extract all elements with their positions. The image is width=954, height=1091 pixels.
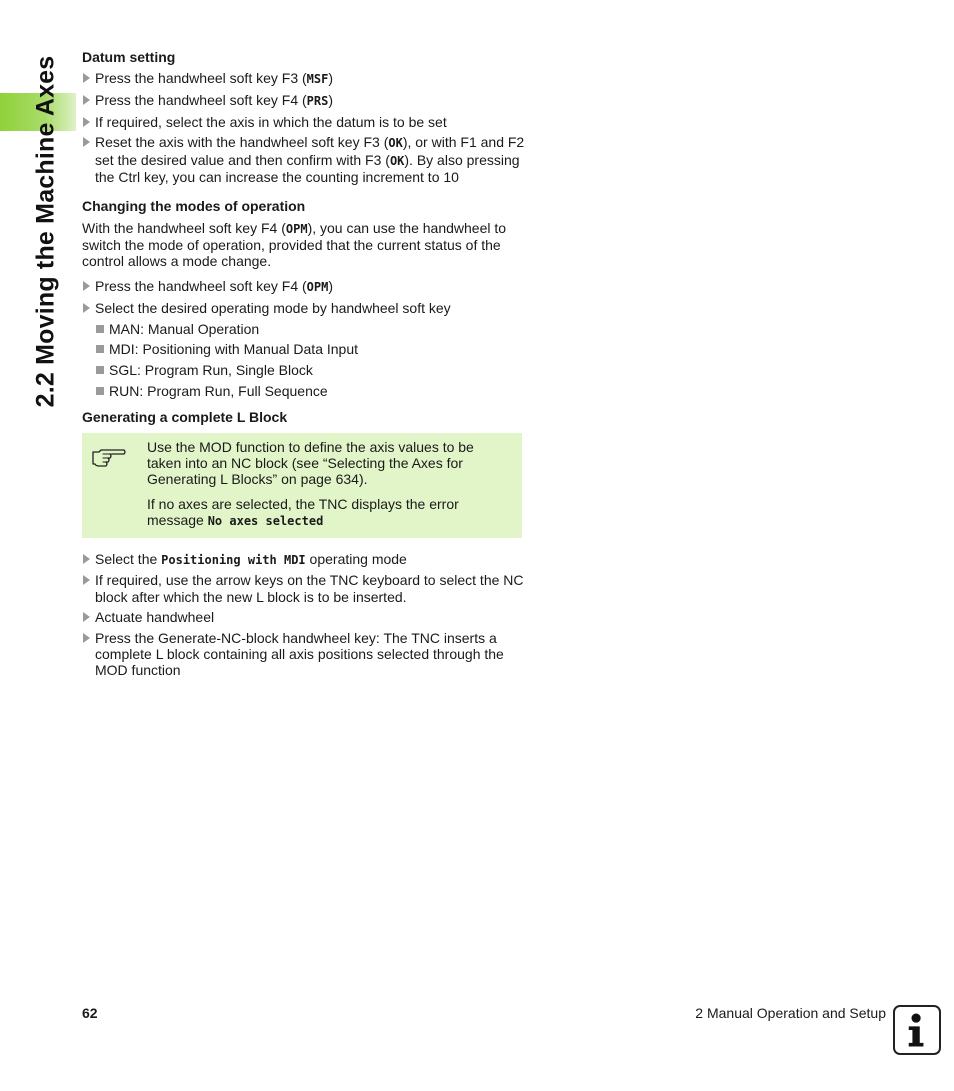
- intro-text: With the handwheel soft key F4 (: [82, 219, 286, 236]
- modes-step-1: [82, 278, 532, 295]
- step-text: operating mode: [305, 550, 407, 567]
- step-text: If required, select the axis in which the datum is to be set: [95, 113, 447, 130]
- modes-intro: [82, 220, 532, 270]
- mode-option-run: [82, 383, 532, 399]
- softkey-code: OK: [389, 153, 405, 168]
- square-bullet-icon: [96, 325, 104, 333]
- step-text: ), or with F1 and F2 set the desired value and then confirm with F3 (: [95, 134, 525, 168]
- arrow-icon: [83, 117, 90, 127]
- lblock-step-2: [82, 572, 532, 604]
- lblock-step-4: [82, 630, 532, 679]
- lblock-step-3: [82, 609, 532, 625]
- datum-step-4: [82, 134, 532, 185]
- info-icon: [893, 1005, 941, 1055]
- page-content: [82, 49, 532, 683]
- step-text: ): [328, 91, 334, 108]
- softkey-code: PRS: [306, 93, 329, 108]
- arrow-icon: [83, 554, 90, 564]
- pointing-hand-icon: [91, 443, 127, 469]
- note-box: [82, 433, 522, 538]
- step-text: ): [328, 70, 334, 87]
- mode-option-mdi: [82, 341, 532, 357]
- step-text: Reset the axis with the handwheel soft key F3 (: [95, 134, 389, 151]
- arrow-icon: [83, 73, 90, 83]
- note-text-2: [147, 496, 496, 529]
- section-title-text: 2.2 Moving the Machine Axes: [31, 55, 60, 407]
- softkey-code: OPM: [285, 221, 308, 236]
- error-message-code: No axes selected: [207, 514, 324, 529]
- step-text: ): [328, 278, 334, 295]
- step-text: Press the handwheel soft key F4 (: [95, 278, 307, 295]
- step-text: Select the: [95, 550, 162, 567]
- arrow-icon: [83, 612, 90, 622]
- info-glyph-icon: [895, 1007, 939, 1053]
- datum-step-2: [82, 92, 532, 109]
- option-text: MAN: Manual Operation: [109, 320, 260, 337]
- arrow-icon: [83, 633, 90, 643]
- mode-option-sgl: [82, 362, 532, 378]
- step-text: Select the desired operating mode by handwheel soft key: [95, 299, 451, 316]
- softkey-code: MSF: [306, 72, 329, 87]
- note-text-1: Use the MOD function to define the axis values to be taken into an NC block (see “Selecting the Axes for Generating L Blocks” on page 634).: [147, 438, 474, 488]
- note-text: If no axes are selected, the TNC displays the error message: [147, 496, 459, 529]
- square-bullet-icon: [96, 345, 104, 353]
- arrow-icon: [83, 575, 90, 585]
- chapter-title: 2 Manual Operation and Setup: [695, 1005, 886, 1021]
- square-bullet-icon: [96, 366, 104, 374]
- section-side-title: [24, 50, 68, 412]
- datum-heading: Datum setting: [82, 49, 176, 65]
- step-text: ). By also pressing the Ctrl key, you can increase the counting increment to 10: [95, 151, 520, 185]
- mode-option-man: [82, 321, 532, 337]
- step-text: Press the handwheel soft key F4 (: [95, 91, 307, 108]
- mode-code: Positioning with MDI: [161, 552, 306, 567]
- step-text: Press the Generate-NC-block handwheel key: The TNC inserts a complete L block containing all axis positions selected through the MOD function: [95, 629, 504, 679]
- arrow-icon: [83, 281, 90, 291]
- arrow-icon: [83, 95, 90, 105]
- page-number: 62: [82, 1005, 98, 1021]
- step-text: Actuate handwheel: [95, 609, 215, 626]
- arrow-icon: [83, 137, 90, 147]
- lblock-step-1: [82, 551, 532, 568]
- option-text: SGL: Program Run, Single Block: [109, 362, 313, 379]
- lblock-heading: Generating a complete L Block: [82, 409, 288, 426]
- intro-text: ), you can use the handwheel to switch the mode of operation, provided that the current status of the control allows a mode change.: [82, 219, 507, 270]
- softkey-code: OK: [388, 136, 403, 151]
- datum-step-3: [82, 114, 532, 130]
- square-bullet-icon: [96, 387, 104, 395]
- option-text: RUN: Program Run, Full Sequence: [109, 382, 328, 399]
- softkey-code: OPM: [306, 280, 329, 295]
- datum-step-1: [82, 70, 532, 87]
- arrow-icon: [83, 303, 90, 313]
- modes-step-2: [82, 300, 532, 316]
- step-text: If required, use the arrow keys on the TNC keyboard to select the NC block after which the new L block is to be inserted.: [95, 572, 524, 605]
- option-text: MDI: Positioning with Manual Data Input: [109, 341, 359, 358]
- step-text: Press the handwheel soft key F3 (: [95, 70, 307, 87]
- modes-heading: Changing the modes of operation: [82, 198, 306, 215]
